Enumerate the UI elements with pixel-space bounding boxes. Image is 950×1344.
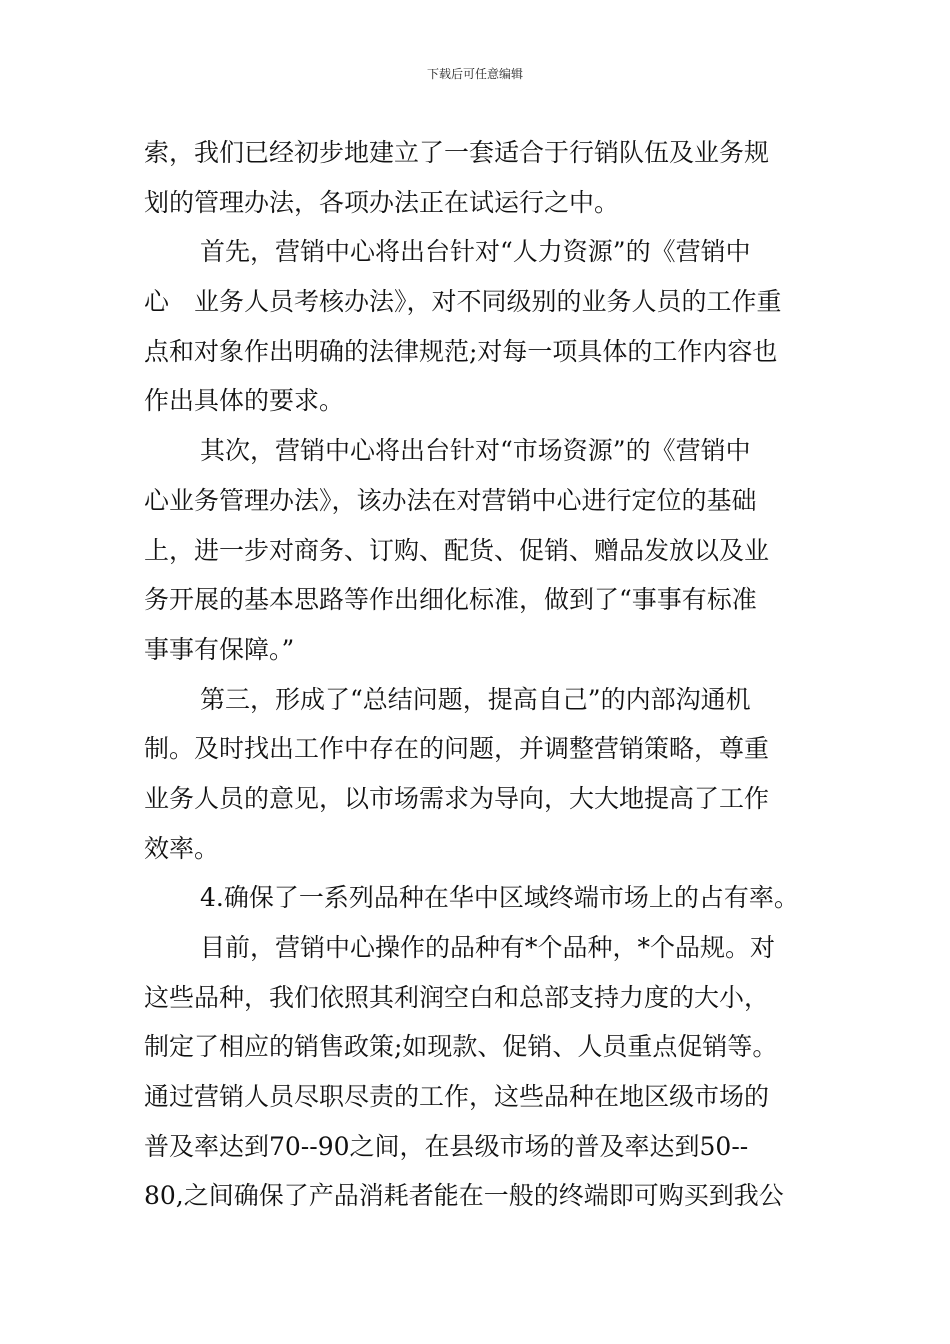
- text-line: 业务人员的意见，以市场需求为导向，大大地提高了工作: [144, 783, 770, 813]
- text-line: 心业务管理办法》，该办法在对营销中心进行定位的基础: [144, 485, 757, 515]
- section-heading: 4.确保了一系列品种在华中区域终端市场上的占有率。: [200, 883, 799, 913]
- text-line: 作出具体的要求。: [144, 386, 345, 416]
- page-header: 下载后可任意编辑: [426, 67, 523, 81]
- text-line: 上，进一步对商务、订购、配货、促销、赠品发放以及业: [144, 535, 770, 565]
- paragraph-first-line: 其次，营销中心将出台针对“市场资源”的《营销中: [200, 436, 751, 466]
- text-line: 通过营销人员尽职尽责的工作，这些品种在地区级市场的: [144, 1082, 770, 1112]
- text-line: 这些品种，我们依照其利润空白和总部支持力度的大小，: [144, 982, 770, 1012]
- text-line: 心 业务人员考核办法》，对不同级别的业务人员的工作重: [144, 287, 782, 317]
- text-line: 事事有保障。”: [144, 634, 295, 664]
- body-text: [144, 128, 816, 1221]
- text-line: 效率。: [144, 833, 220, 863]
- text-line: 普及率达到70--90之间，在县级市场的普及率达到50--: [144, 1131, 749, 1161]
- paragraph-first-line: 第三，形成了“总结问题，提高自己”的内部沟通机: [200, 684, 751, 714]
- paragraph-first-line: 首先，营销中心将出台针对“人力资源”的《营销中: [200, 237, 751, 267]
- text-line: 制。及时找出工作中存在的问题，并调整营销策略，尊重: [144, 734, 770, 764]
- text-line: 点和对象作出明确的法律规范;对每一项具体的工作内容也: [144, 336, 778, 366]
- text-line: 索，我们已经初步地建立了一套适合于行销队伍及业务规: [144, 138, 770, 167]
- text-line: 务开展的基本思路等作出细化标准，做到了“事事有标准: [144, 585, 757, 615]
- text-line: 80,之间确保了产品消耗者能在一般的终端即可购买到我公: [144, 1181, 784, 1211]
- text-line: 划的管理办法，各项办法正在试运行之中。: [144, 187, 620, 217]
- paragraph-first-line: 目前，营销中心操作的品种有*个品种，*个品规。对: [200, 933, 776, 962]
- text-line: 制定了相应的销售政策;如现款、促销、人员重点促销等。: [144, 1032, 778, 1062]
